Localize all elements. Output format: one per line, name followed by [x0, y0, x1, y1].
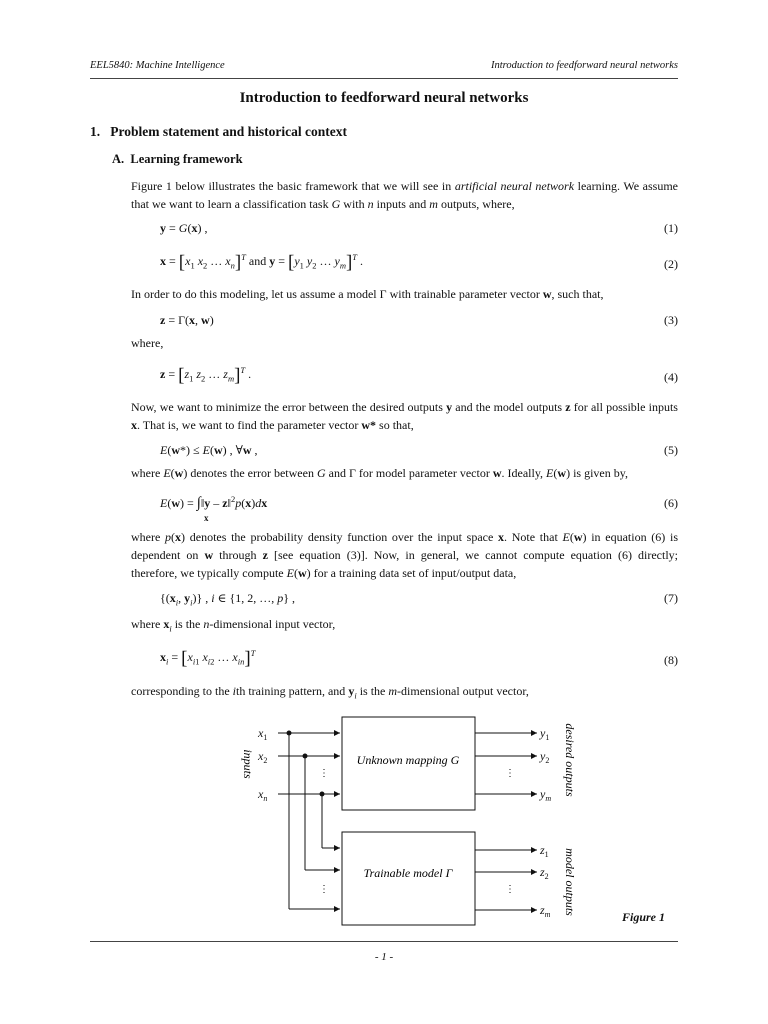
header-course: EEL5840: Machine Intelligence	[90, 60, 225, 71]
paragraph-5: where E(w) denotes the error between G and Γ for model parameter vector w. Ideally, E(w) is given by,	[131, 466, 628, 480]
svg-text:⋮: ⋮	[319, 884, 329, 895]
unknown-mapping-label: Unknown mapping G	[356, 753, 460, 767]
subsection-heading	[112, 152, 243, 167]
svg-text:zm: $z_m$	[540, 903, 551, 919]
paragraph-6: where p(x) denotes the probability density function over the input space x. Note that E(w) in equation (6) is dependent on w through z [see equation (3)]. Now, in general, we cannot compute equation (6) directly; therefore, we typically compute E(w) for a training data set of input/output data,	[131, 530, 678, 580]
paragraph-4: Now, we want to minimize the error between the desired outputs y and the model outputs z for all possible inputs x. That is, we want to find the parameter vector w* so that,	[131, 400, 678, 432]
footer-rule	[90, 941, 678, 942]
section-title: Problem statement and historical context	[110, 124, 347, 139]
equation-2: $x = [x_1$ $x_2$ … $x_n]^T$ and $y = [y_1$ $y_2$ … $y_m]^T$ .	[160, 252, 364, 273]
equation-number-6: (6)	[664, 496, 678, 510]
svg-text:ym: $y_m$	[540, 787, 552, 803]
svg-text:x1: $x_1$	[258, 726, 268, 742]
equation-3: z = Γ(x, w)	[160, 313, 214, 327]
page-number: - 1 -	[374, 951, 394, 963]
header-rule	[90, 78, 678, 79]
svg-text:⋮: ⋮	[319, 768, 329, 779]
svg-text:y1: $y_1$	[540, 726, 550, 742]
equation-5: E(w*) ≤ E(w) , ∀w ,	[160, 443, 258, 457]
svg-text:z2: $z_2$	[540, 865, 549, 881]
model-outputs-label: model outputs	[563, 848, 577, 916]
figure-1-diagram	[225, 712, 585, 932]
equation-number-7: (7)	[664, 591, 678, 605]
desired-outputs-label: desired outputs	[563, 723, 577, 797]
paragraph-8: corresponding to the ith training pattern, and $y_i$ is the m-dimensional output vector,	[131, 684, 529, 701]
equation-6: E(w) = ∫‖y – z‖$^2$p(x)dx	[160, 494, 268, 511]
svg-text:x2: $x_2$	[258, 749, 268, 765]
equation-4: $z = [z_1$ $z_2$ … $z_m]^T$ .	[160, 365, 252, 386]
equation-1: y = G(x) ,	[160, 221, 208, 235]
paragraph-1: Figure 1 below illustrates the basic framework that we will see in artificial neural network learning. We assume that we want to learn a classification task G with n inputs and m outputs, where,	[131, 179, 678, 211]
equation-number-8: (8)	[664, 653, 678, 667]
trainable-model-label: Trainable model Γ	[363, 866, 453, 880]
page-title: Introduction to feedforward neural networks	[239, 90, 529, 106]
equation-number-3: (3)	[664, 313, 678, 327]
equation-number-1: (1)	[664, 221, 678, 235]
equation-7: {($x_i$, $y_i$)} , i ∈ {1, 2, …, p} ,	[160, 591, 296, 608]
equation-number-5: (5)	[664, 443, 678, 457]
integral-subscript: x	[204, 513, 209, 523]
subsection-letter: A.	[112, 152, 125, 166]
paragraph-2: In order to do this modeling, let us assume a model Γ with trainable parameter vector w, such that,	[131, 287, 604, 301]
section-heading	[90, 124, 347, 140]
svg-text:xn: $x_n$	[258, 787, 268, 803]
header-topic: Introduction to feedforward neural networks	[490, 60, 678, 71]
paragraph-7: where $x_i$ is the n-dimensional input vector,	[131, 617, 336, 634]
svg-text:y2: $y_2$	[540, 749, 550, 765]
equation-number-4: (4)	[664, 370, 678, 384]
equation-8: $x_i = [x_{i1}$ $x_{i2}$ … $x_{in}]^T$	[160, 648, 256, 669]
svg-text:z1: $z_1$	[540, 843, 549, 859]
section-number: 1.	[90, 124, 101, 139]
subsection-title: Learning framework	[130, 152, 243, 166]
svg-text:⋮: ⋮	[505, 768, 515, 779]
paragraph-3: where,	[131, 336, 164, 350]
inputs-label: inputs	[241, 749, 255, 779]
equation-number-2: (2)	[664, 257, 678, 271]
figure-caption: Figure 1	[622, 910, 666, 924]
svg-text:⋮: ⋮	[505, 884, 515, 895]
